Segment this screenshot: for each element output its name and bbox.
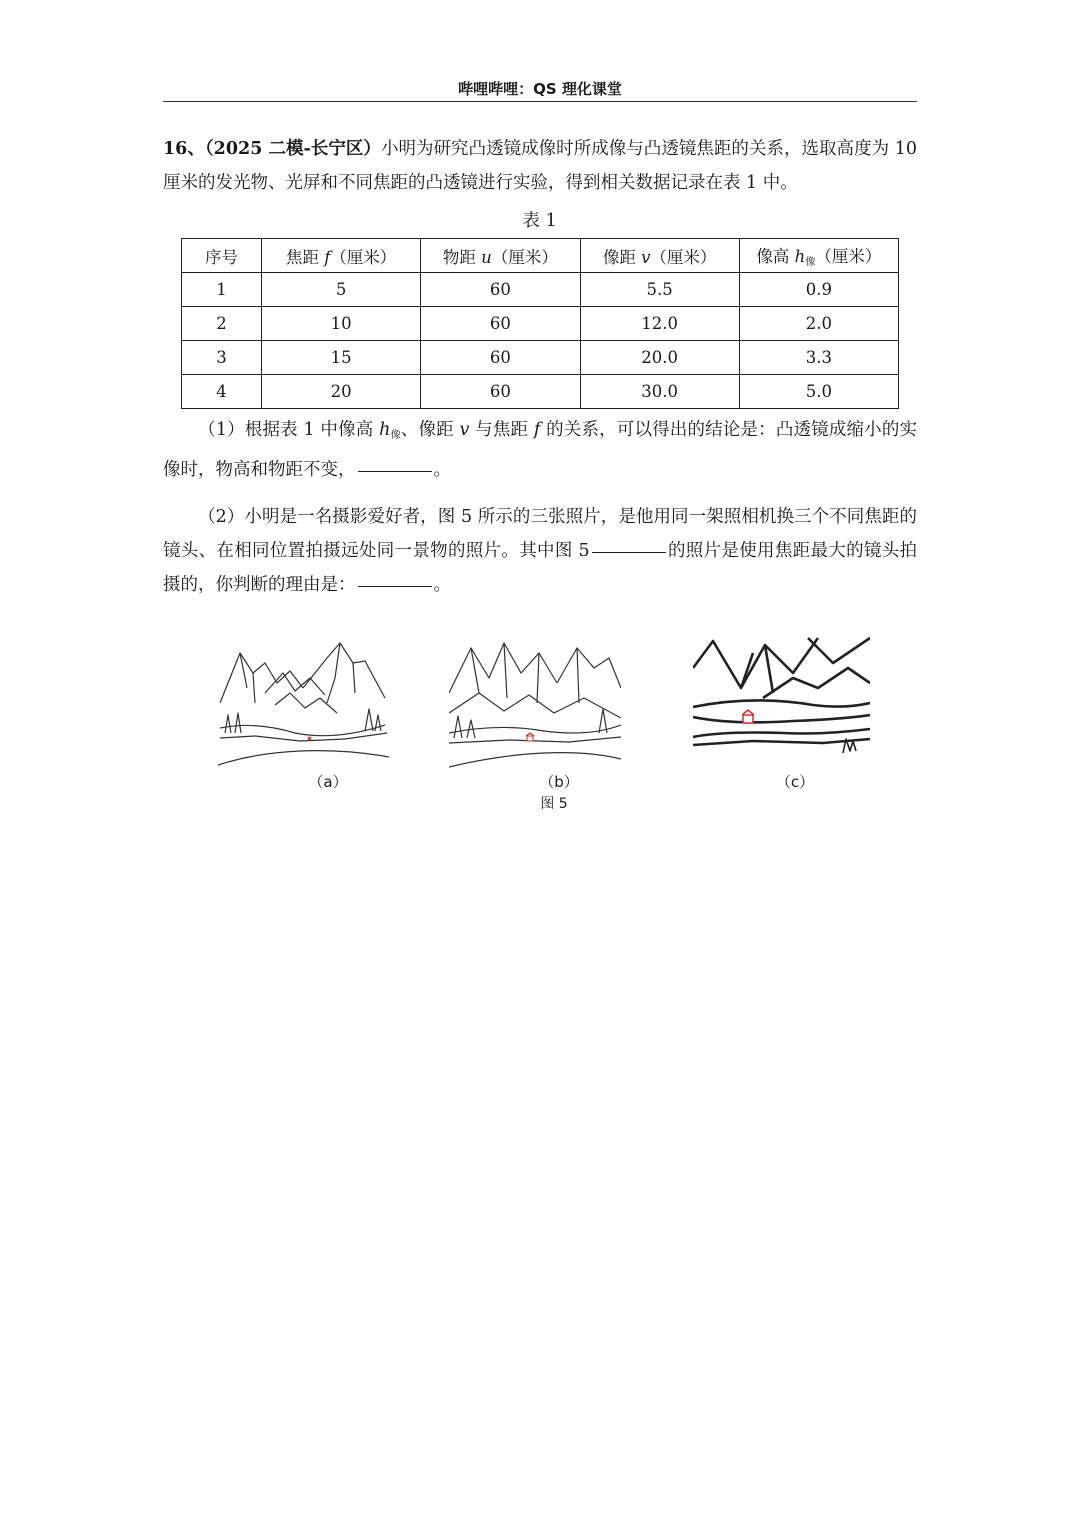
cell-focal: 15 xyxy=(262,341,421,375)
table-header-row xyxy=(182,239,899,273)
figure-5 xyxy=(215,633,870,769)
question-number: 16、 xyxy=(163,139,205,159)
part-2-text: （2）小明是一名摄影爱好者，图 5 所示的三张照片，是他用同一架照相机换三个不同焦距的镜头、在相同位置拍摄远处同一景物的照片。其中图 5 的照片是使用焦距最大的镜头拍摄的，你判断的理由是： 。 xyxy=(163,507,918,595)
question-stem xyxy=(163,132,917,200)
cell-object: 60 xyxy=(421,273,580,307)
photo-c xyxy=(693,633,870,769)
table-caption: 表 1 xyxy=(522,211,557,231)
cell-image: 12.0 xyxy=(580,307,739,341)
question-source: （2025 二模-长宁区） xyxy=(204,139,381,159)
cell-focal: 5 xyxy=(262,273,421,307)
cell-index: 2 xyxy=(182,307,262,341)
figure-label-b: （b） xyxy=(539,773,579,791)
cell-object: 60 xyxy=(421,307,580,341)
figure-label-a: （a） xyxy=(308,773,348,791)
cell-image: 5.5 xyxy=(580,273,739,307)
part-1-text: （1）根据表 1 中像高 $h_像$、像距 v 与焦距 f 的关系，可以得出的结论是：凸透镜成缩小的实像时，物高和物距不变， 。 xyxy=(163,420,917,480)
cell-object: 60 xyxy=(421,375,580,409)
answer-blank-2[interactable] xyxy=(592,551,666,553)
cell-focal: 20 xyxy=(262,375,421,409)
cell-height: 2.0 xyxy=(739,307,898,341)
cell-object: 60 xyxy=(421,341,580,375)
cell-height: 0.9 xyxy=(739,273,898,307)
header-object-distance: 物距 u（厘米） xyxy=(421,239,580,273)
cell-image: 20.0 xyxy=(580,341,739,375)
photo-a xyxy=(215,633,392,769)
photo-b xyxy=(449,633,621,769)
figure-caption: 图 5 xyxy=(540,796,568,812)
header-image-height: 像高 $h_像$（厘米） xyxy=(739,239,898,273)
data-table xyxy=(181,238,899,409)
header-focal: 焦距 f（厘米） xyxy=(262,239,421,273)
header-image-distance: 像距 v（厘米） xyxy=(580,239,739,273)
answer-blank-1[interactable] xyxy=(358,470,432,472)
cell-height: 3.3 xyxy=(739,341,898,375)
cell-index: 3 xyxy=(182,341,262,375)
table-row xyxy=(182,375,899,409)
header-index: 序号 xyxy=(182,239,262,273)
cell-index: 4 xyxy=(182,375,262,409)
cell-index: 1 xyxy=(182,273,262,307)
question-text: 小明为研究凸透镜成像时所成像与凸透镜焦距的关系，选取高度为 10 厘米的发光物、光屏和不同焦距的凸透镜进行实验，得到相关数据记录在表 1 中。 xyxy=(163,139,917,193)
answer-blank-3[interactable] xyxy=(358,585,432,587)
figure-label-c: （c） xyxy=(775,773,815,791)
table-row xyxy=(182,307,899,341)
header-divider xyxy=(163,101,917,102)
table-row xyxy=(182,341,899,375)
table-row xyxy=(182,273,899,307)
page-header: 哔哩哔哩：QS 理化课堂 xyxy=(458,80,622,98)
cell-image: 30.0 xyxy=(580,375,739,409)
cell-focal: 10 xyxy=(262,307,421,341)
cell-height: 5.0 xyxy=(739,375,898,409)
